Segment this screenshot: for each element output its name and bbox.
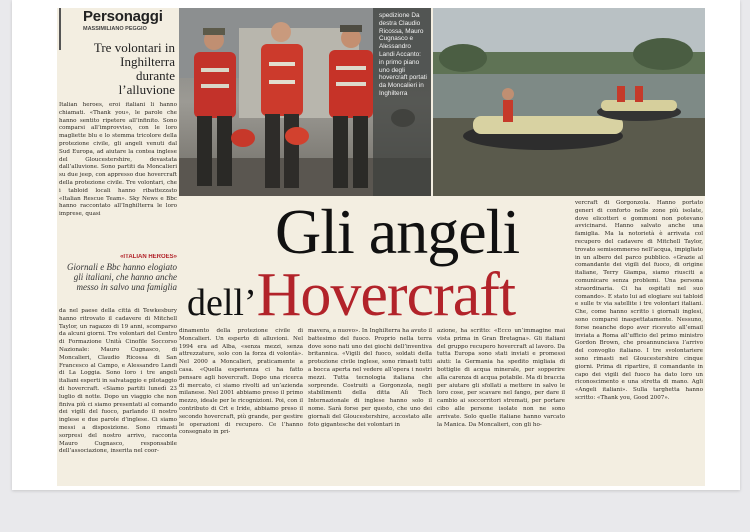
hovercraft-illustration xyxy=(433,8,705,196)
body-text-col4: azione, ha scritto: «Ecco un’immagine mai vista prima in Gran Bretagna». Gli italiani del gruppo recupero hovercraft al lavoro. Da tutta Europa sono stati inviati e promessi aiuti: la Germania ha spedito migliaia di bottiglie di acqua minerale, per sopperire alla carenza di acqua potabile. Ma di braccia per aiutare gli sfollati a mettere in salvo le loro cose, per scavare nel fango, per dare il cambio ai soccorritori stremati, per portare cibo alle persone isolate non ne sono arrivate. Solo quelle italiane hanno varcato la Manica. Da Moncalieri, con gli ho- xyxy=(437,328,565,428)
photo-caption: spedizione Da destra Claudio Ricossa, Mauro Cugnasco e Alessandro Landi Accanto: in primo piano uno degli hovercraft portati da Moncalieri in Inghilterra xyxy=(379,12,427,97)
photo-hovercraft xyxy=(433,8,705,196)
body-text-col1-bottom: da nel paese della città di Tewkesbury hanno ritrovato il cadavere di Mitchell Taylor, un ragazzo di 19 anni, scomparso da alcuni giorni. Tre volontari del Centro di Formazione Unità Cinofile Soccorso Nazionale: Mauro Cugnasco, di Moncalieri, Claudio Ricossa di San Francesco al Campo, e Alessandro Landi di La Loggia. Sono loro i tre angeli italiani esperti in salvataggio e pilotaggio di hovercraft. «Siamo partiti lunedì 23 luglio di notte. Dopo un viaggio che non finiva più ci siamo presentati al comando dei vigili del fuoco, parlando il nostro inglese e due parole d’inglese. Ci siamo messi a disposizione. Sono rimasti sorpresi del nostro arrivo, racconta Mauro Cugnasco, responsabile dell’associazione, inserita nel coor- xyxy=(59,308,177,455)
column-2 xyxy=(179,328,303,486)
sidebar-label: «ITALIAN HEROES» xyxy=(120,254,177,260)
kicker: Tre volontari in Inghilterra durante l’alluvione xyxy=(93,40,175,97)
body-text-col5: vercraft di Gorgonzola. Hanno portato generi di conforto nelle zone più isolate, dove elicotteri e gommoni non potevano avvicinarsi. Hanno salvato anche una famiglia. Ma la notorietà è arrivata col recupero del cadavere di Mitchell Taylor, trovato semisommerso nell’acqua, impigliato in un albero del parco pubblico. «Grazie al comandante dei vigili del fuoco, di origine italiane, Terry Giampa, siamo riusciti a comunicare senza problemi. Una persona straordinaria. Ci ha ospitati nel suo comando». E stato lui ad elogiare sui tabloid e sulle tv via satellite i tre volontari italiani. Che, come hanno scritto i giornali inglesi, sono comparsi inaspettatamente. Nessuno, forse neanche dopo aver ricevuto all’email inviata a Roma all’ufficio del primo ministro Gordon Brown, che preannunciava l’arrivo del convoglio italiano. I tre svolontariere sono rimasti nel Gloucestershire cinque giorni. Prima di ripartire, il comandante in capo dei vigili del fuoco ha dato loro un riconoscimento e una stretta di mano. Agli «Angeli italiani». Sulla targhetta hanno scritto: «Thank you, Good 2007». xyxy=(575,200,703,401)
body-text-col3: mavera, a nuovo». In Inghilterra ha avuto il battesimo del fuoco. Proprio nella terra dove sono nati uno dei giochi dell’inventiva britannica. «Vigili del fuoco, soldati della protezione civile inglese, sono rimasti tutti a bocca aperta nel vedere all’opera i nostri mezzi. Tutta tecnologia italiana che sorprende. Costruiti a Gorgonzola, negli stabilimenti della ditta Alì Tech Internazionale di inglese hanno solo il nome. Sarà forse per questo, che uno dei giornali del Gloucestershire, accostato alle foto gigantesche dei volontari in xyxy=(308,328,432,428)
column-5 xyxy=(575,200,703,486)
column-1-top xyxy=(59,102,177,252)
byline: MASSIMILIANO PEGGIO xyxy=(83,26,147,32)
sidebar-text: Giornali e Bbc hanno elogiato gli italiani, che hanno anche messo in salvo una famiglia xyxy=(67,262,177,292)
headline-line-1: Gli angeli xyxy=(275,196,520,267)
scanned-sheet xyxy=(12,0,740,490)
newspaper-clipping xyxy=(57,8,705,486)
photo-volunteers xyxy=(179,8,431,196)
sidebar-quote xyxy=(59,254,177,304)
article-header xyxy=(59,8,177,100)
column-3 xyxy=(308,328,432,486)
headline-main: Hovercraft xyxy=(256,261,516,329)
section-rule xyxy=(59,8,61,50)
column-4 xyxy=(437,328,565,486)
caption-overlay xyxy=(373,8,431,196)
headline-line-2 xyxy=(187,260,515,331)
column-1-bottom xyxy=(59,308,177,486)
body-text-col1-top: Italian heroes, eroi italiani li hanno chiamati. «Thank you», le parole che hanno sentito ripetere all’infinito. Sono comparsi all’improvviso, con le loro magliette blu e lo stemma tricolore della protezione civile, gli angeli venuti dal Sud Europa, ad aiutare la contea inglese del Gloucestershire, devastata dall’alluvione. Sono partiti da Moncalieri su due jeep, con appresso due hovercraft della protezione civile. Tre volontari, che i tabloid locali hanno ribattezzato «Italian Rescue Team». Sky News e Bbc hanno raccontato all’Inghilterra le loro imprese, quasi xyxy=(59,102,177,218)
body-text-col2: dinamento della protezione civile di Moncalieri. Un esperto di alluvioni. Nel 1994 era ad Alba, «senza mezzi, senza attrezzature, solo con la forza di volontà». Nel 2000 a Moncalieri, praticamente a casa. «Quella esperienza ci ha fatto pensare agli hovercraft. Dopo una ricerca di mercato, ci siamo rivolti ad un’azienda milanese. Nel 2001 abbiamo preso il primo mezzo, ideale per le ricognizioni. Poi, con il contributo di Crt e Iride, abbiamo preso il secondo hovercraft, più grande, per gestire le operazioni di recupero. Ce l’hanno consegnato in pri- xyxy=(179,328,303,436)
headline-prefix: dell’ xyxy=(187,282,257,324)
section-title: Personaggi xyxy=(83,8,163,25)
